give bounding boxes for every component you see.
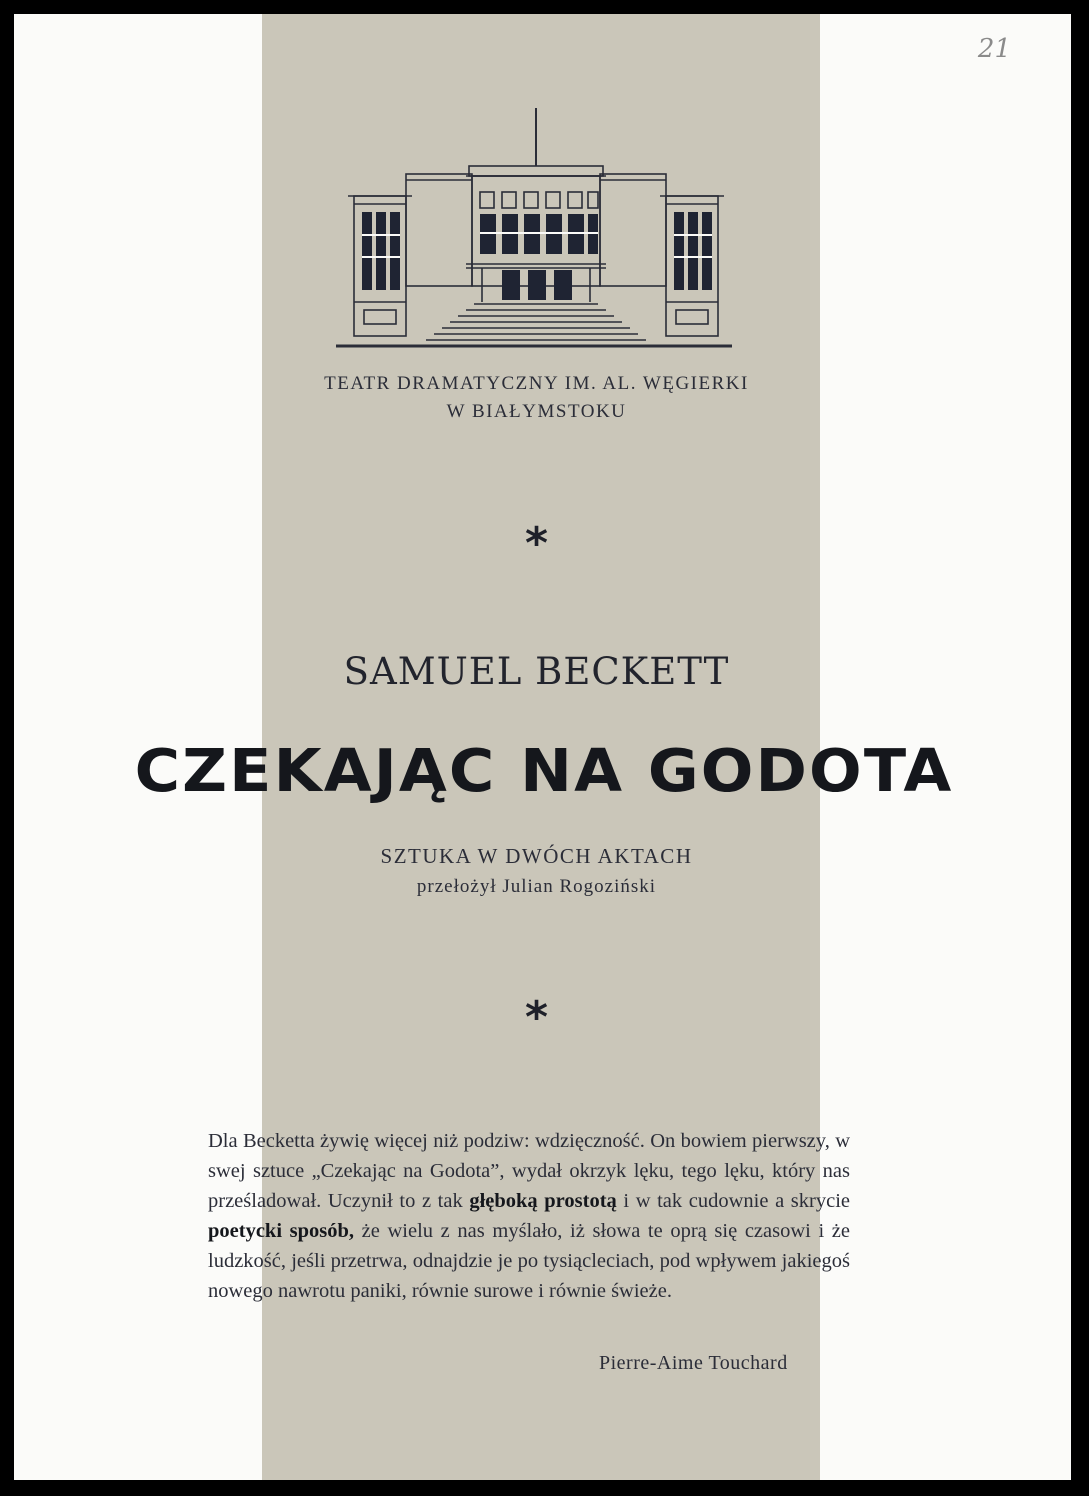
quote-signature: Pierre-Aime Touchard bbox=[599, 1352, 788, 1374]
asterisk-ornament-bottom: * bbox=[524, 992, 548, 1043]
author-name: SAMUEL BECKETT bbox=[343, 650, 730, 693]
theatre-name-line1: TEATR DRAMATYCZNY IM. AL. WĘGIERKI bbox=[324, 373, 749, 394]
page-number: 21 bbox=[977, 34, 1011, 64]
play-title: CZEKAJĄC NA GODOTA bbox=[134, 736, 954, 805]
quote-text: że wielu z nas myślało, iż słowa te oprą się czasowi i że ludzkość, jeśli przetrwa, odnajdzie je po tysiącleciach, pod wpływem jakiegoś nowego nawrotu paniki, równie surowe i równie świeże. bbox=[208, 1220, 850, 1302]
theatre-building-illustration bbox=[334, 106, 734, 348]
quote-emphasis: poetycki sposób, bbox=[208, 1220, 355, 1242]
quote-paragraph bbox=[208, 1126, 850, 1306]
quote-emphasis: głęboką prostotą bbox=[469, 1190, 617, 1212]
play-subtitle: SZTUKA W DWÓCH AKTACH bbox=[380, 844, 693, 868]
theatre-name bbox=[14, 370, 1059, 426]
theatre-name-line2: W BIAŁYMSTOKU bbox=[446, 401, 627, 422]
asterisk-ornament-top: * bbox=[524, 518, 548, 569]
translator-credit: przełożył Julian Rogoziński bbox=[416, 876, 657, 897]
quote-text: i w tak cudownie a skrycie bbox=[616, 1190, 850, 1212]
quote-text: Dla Becketta żywię więcej niż podziw: wdzięczność. On bowiem pierwszy, w swej sztuce „Czekając na Godota”, wydał okrzyk lęku, tego lęku, który nas prześladował. Uczynił to z tak bbox=[208, 1130, 850, 1212]
programme-page bbox=[14, 14, 1071, 1480]
